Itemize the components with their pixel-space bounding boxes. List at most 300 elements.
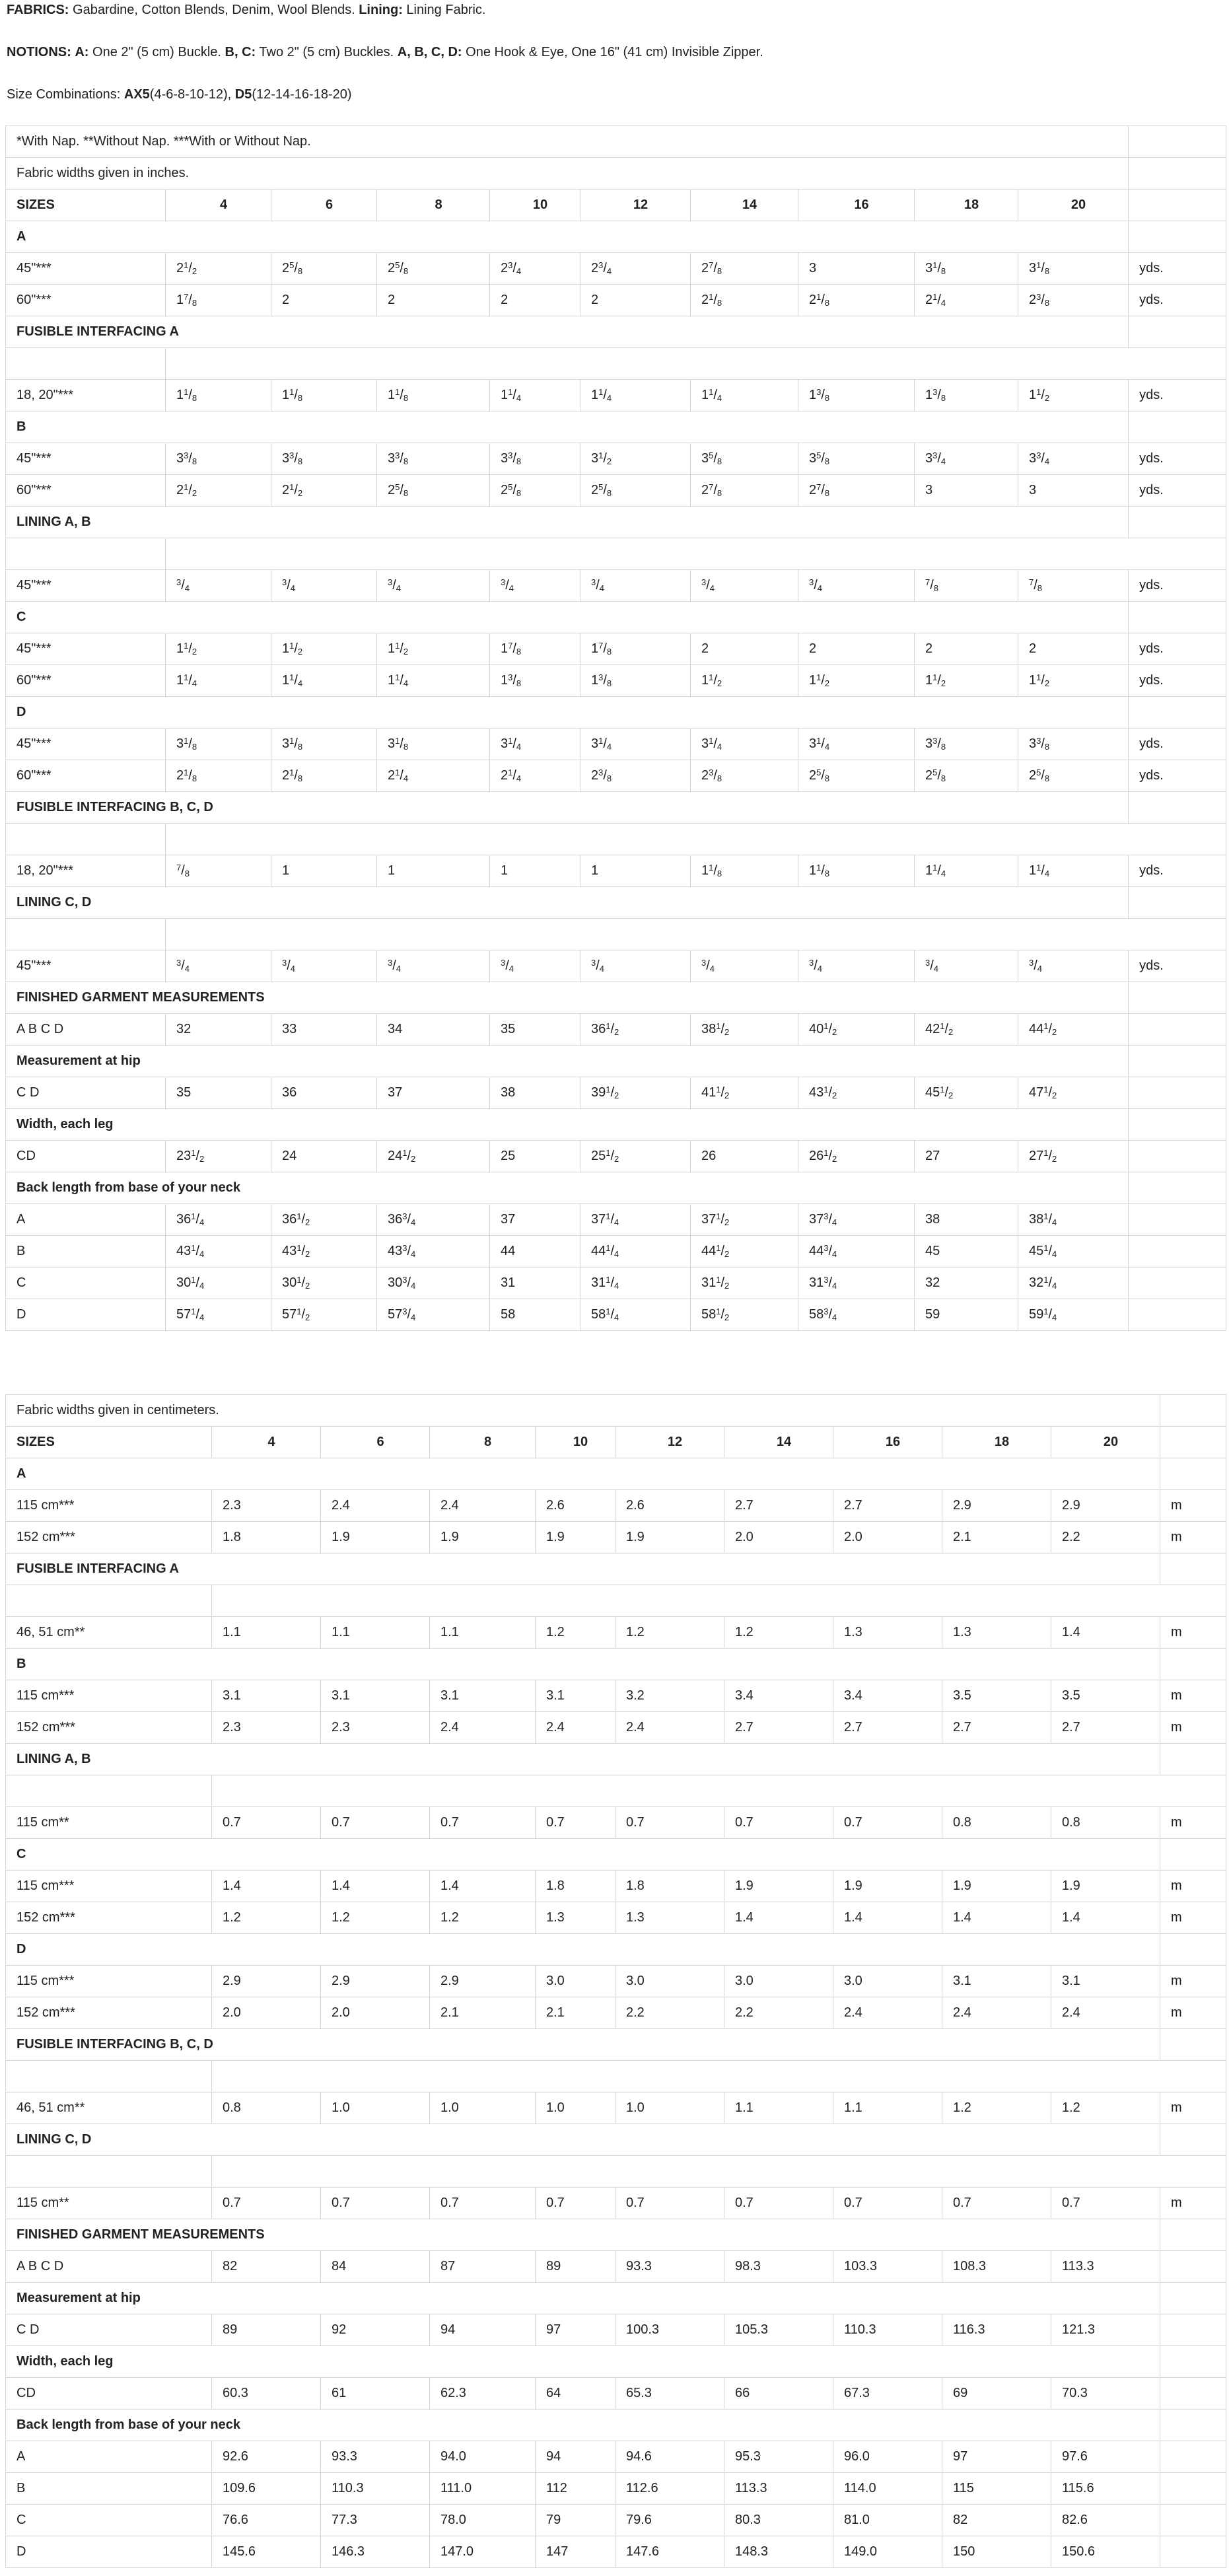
size-combinations-line — [7, 87, 352, 102]
note-row — [6, 1395, 1226, 1427]
blank-cell — [6, 2061, 212, 2093]
yardage-cell: 2 — [798, 633, 915, 665]
blank-cell — [6, 1585, 212, 1617]
fraction-value: $1^1/_8$ — [388, 387, 409, 403]
fraction-value: $3^1/_8$ — [388, 736, 409, 752]
section-title: FUSIBLE INTERFACING B, C, D — [6, 792, 1129, 824]
section-row — [6, 2124, 1226, 2156]
yardage-cell: 148.3 — [724, 2536, 833, 2568]
row-label: 60"*** — [6, 665, 166, 697]
size-header-20: 20 — [1051, 1427, 1160, 1458]
section-title: D — [6, 1934, 1160, 1966]
size-header-14: 14 — [691, 190, 798, 221]
size-header-4: 4 — [166, 190, 271, 221]
data-row — [6, 1966, 1226, 1997]
section-title: Measurement at hip — [6, 1046, 1129, 1077]
fraction-value: $2^1/_8$ — [809, 292, 830, 308]
unit-spacer — [1129, 158, 1226, 190]
unit-label: yds. — [1129, 729, 1226, 760]
yardage-cell: 3.0 — [724, 1966, 833, 1997]
fabrics-line — [7, 3, 485, 18]
fraction-value: $3^3/_8$ — [1029, 736, 1050, 752]
fraction-value: $1^1/_4$ — [388, 672, 409, 688]
yardage-cell — [915, 1077, 1018, 1109]
yardage-cell: 1.4 — [1051, 1902, 1160, 1934]
row-label: 115 cm*** — [6, 1871, 212, 1902]
section-title: Back length from base of your neck — [6, 1172, 1129, 1204]
unit-spacer — [1160, 1427, 1226, 1458]
unit-label — [1160, 2473, 1226, 2505]
section-title: Measurement at hip — [6, 2283, 1160, 2314]
section-row — [6, 1839, 1226, 1871]
section-row — [6, 1109, 1226, 1141]
fraction-value: $3^3/_4$ — [1029, 450, 1050, 466]
fraction-value: $1^1/_2$ — [176, 641, 197, 657]
fraction-value: $1^1/_2$ — [282, 641, 303, 657]
row-label: 152 cm*** — [6, 1902, 212, 1934]
yardage-cell — [915, 380, 1018, 411]
notions-bc-label: B, C: — [225, 45, 256, 59]
yardage-cell — [490, 633, 580, 665]
yardage-cell: 2 — [490, 285, 580, 316]
blank-cell — [6, 538, 166, 570]
fraction-value: $2^1/_2$ — [176, 482, 197, 498]
unit-label — [1129, 1268, 1226, 1299]
yardage-cell: 1 — [271, 855, 377, 887]
yardage-cell: 1.3 — [942, 1617, 1051, 1649]
yardage-cell: 1.9 — [615, 1522, 724, 1554]
row-label: D — [6, 1299, 166, 1331]
yardage-cell — [798, 1077, 915, 1109]
blank-cell — [6, 919, 166, 950]
data-row — [6, 1997, 1226, 2029]
size-header-12: 12 — [615, 1427, 724, 1458]
section-title: B — [6, 411, 1129, 443]
yardage-cell — [798, 950, 915, 982]
blank-row — [6, 2156, 1226, 2188]
data-row — [6, 2093, 1226, 2124]
yardage-cell: 1.0 — [536, 2093, 615, 2124]
yardage-cell: 0.7 — [724, 1807, 833, 1839]
unit-label — [1160, 2378, 1226, 2410]
yardage-cell — [798, 665, 915, 697]
unit-label: yds. — [1129, 380, 1226, 411]
blank-cell — [166, 538, 1226, 570]
yardage-cell — [166, 570, 271, 602]
yardage-cell: 2.2 — [724, 1997, 833, 2029]
fraction-value: $32^1/_4$ — [1029, 1275, 1057, 1291]
yardage-cell: 67.3 — [833, 2378, 942, 2410]
yardage-cell: 1.2 — [321, 1902, 430, 1934]
fraction-value: $2^3/_8$ — [1029, 292, 1050, 308]
yardage-cell — [166, 760, 271, 792]
yardage-cell: 1.2 — [430, 1902, 536, 1934]
yardage-cell — [271, 1268, 377, 1299]
yardage-cell — [691, 570, 798, 602]
unit-label: yds. — [1129, 443, 1226, 475]
yardage-cell: 1.9 — [942, 1871, 1051, 1902]
yardage-cell: 0.7 — [615, 2188, 724, 2219]
fraction-value: $1^1/_8$ — [282, 387, 303, 403]
fraction-value: $3^3/_8$ — [176, 450, 197, 466]
fraction-value: $1^1/_4$ — [501, 387, 522, 403]
yardage-cell: 149.0 — [833, 2536, 942, 2568]
yardage-cell: 2.0 — [321, 1997, 430, 2029]
unit-label: m — [1160, 1522, 1226, 1554]
yardage-cell — [377, 570, 490, 602]
fraction-value: $3^3/_8$ — [282, 450, 303, 466]
yardage-cell: 2.7 — [724, 1490, 833, 1522]
data-row — [6, 1902, 1226, 1934]
yardage-cell: 0.7 — [1051, 2188, 1160, 2219]
fraction-value: $1^1/_2$ — [925, 672, 946, 688]
yardage-cell: 2.9 — [430, 1966, 536, 1997]
fraction-value: $25^1/_2$ — [591, 1148, 619, 1164]
yardage-cell — [691, 760, 798, 792]
section-row — [6, 1649, 1226, 1680]
blank-cell — [212, 1585, 1226, 1617]
unit-spacer — [1129, 126, 1226, 158]
blank-cell — [212, 1775, 1226, 1807]
yardage-cell — [166, 665, 271, 697]
section-row — [6, 221, 1226, 253]
yardage-cell — [691, 665, 798, 697]
yardage-cell: 76.6 — [212, 2505, 321, 2536]
row-label: 45"*** — [6, 443, 166, 475]
yardage-cell — [271, 633, 377, 665]
yardage-cell: 2.9 — [321, 1966, 430, 1997]
yardage-cell — [377, 380, 490, 411]
yardage-cell: 1.1 — [212, 1617, 321, 1649]
yardage-cell — [490, 253, 580, 285]
yardage-cell: 2.1 — [942, 1522, 1051, 1554]
blank-cell — [6, 824, 166, 855]
yardage-cell — [580, 1141, 691, 1172]
yardage-cell: 82.6 — [1051, 2505, 1160, 2536]
fraction-value: $2^1/_4$ — [501, 768, 522, 783]
blank-row — [6, 538, 1226, 570]
row-label: A — [6, 1204, 166, 1236]
section-row — [6, 887, 1226, 919]
row-label: 115 cm*** — [6, 1680, 212, 1712]
yardage-cell — [691, 443, 798, 475]
section-title: Width, each leg — [6, 2346, 1160, 2378]
yardage-cell — [166, 855, 271, 887]
unit-label: yds. — [1129, 253, 1226, 285]
section-row — [6, 2219, 1226, 2251]
yardage-cell: 94.0 — [430, 2441, 536, 2473]
unit-spacer — [1129, 1046, 1226, 1077]
unit-label: yds. — [1129, 760, 1226, 792]
yardage-cell — [166, 1236, 271, 1268]
section-title: LINING A, B — [6, 1744, 1160, 1775]
data-row — [6, 1299, 1226, 1331]
data-row — [6, 2473, 1226, 2505]
fraction-value: $3^5/_8$ — [809, 450, 830, 466]
yardage-cell: 69 — [942, 2378, 1051, 2410]
fraction-value: $2^3/_8$ — [591, 768, 612, 783]
yardage-cell: 37 — [490, 1204, 580, 1236]
unit-spacer — [1129, 982, 1226, 1014]
yardage-cell: 45 — [915, 1236, 1018, 1268]
yardage-cell: 0.7 — [212, 2188, 321, 2219]
yardage-cell — [1018, 729, 1129, 760]
unit-spacer — [1129, 1109, 1226, 1141]
fraction-value: $2^1/_8$ — [282, 768, 303, 783]
yardage-cell: 110.3 — [833, 2314, 942, 2346]
sizes-header-row — [6, 190, 1226, 221]
section-title: D — [6, 697, 1129, 729]
row-label: C — [6, 2505, 212, 2536]
yardage-cell: 3.4 — [833, 1680, 942, 1712]
yardage-cell: 2.4 — [1051, 1997, 1160, 2029]
yardage-cell: 2.4 — [615, 1712, 724, 1744]
yardage-cell: 27 — [915, 1141, 1018, 1172]
yardage-cell — [377, 475, 490, 507]
yardage-cell: 1.4 — [1051, 1617, 1160, 1649]
row-label: 45"*** — [6, 633, 166, 665]
note-text: *With Nap. **Without Nap. ***With or Without Nap. — [6, 126, 1129, 158]
blank-cell — [166, 824, 1226, 855]
unit-label — [1129, 1299, 1226, 1331]
unit-spacer — [1129, 221, 1226, 253]
fraction-value: $36^1/_2$ — [282, 1211, 310, 1227]
section-title: A — [6, 1458, 1160, 1490]
yardage-cell: 2 — [691, 633, 798, 665]
fraction-value: $1^1/_4$ — [176, 672, 197, 688]
row-label: 115 cm** — [6, 1807, 212, 1839]
fraction-value: $27^1/_2$ — [1029, 1148, 1057, 1164]
yardage-cell — [691, 475, 798, 507]
yardage-cell: 2.4 — [942, 1997, 1051, 2029]
yardage-cell — [271, 665, 377, 697]
section-title: FINISHED GARMENT MEASUREMENTS — [6, 2219, 1160, 2251]
yardage-cell: 1.8 — [536, 1871, 615, 1902]
fraction-value: $2^5/_8$ — [501, 482, 522, 498]
unit-spacer — [1129, 602, 1226, 633]
section-title: C — [6, 1839, 1160, 1871]
section-title: C — [6, 602, 1129, 633]
fraction-value: $3^1/_4$ — [701, 736, 722, 752]
yardage-cell: 115 — [942, 2473, 1051, 2505]
yardage-cell: 1.8 — [212, 1522, 321, 1554]
yardage-cell — [691, 380, 798, 411]
yardage-cell: 93.3 — [615, 2251, 724, 2283]
fraction-value: $1^1/_2$ — [809, 672, 830, 688]
fraction-value: $37^1/_2$ — [701, 1211, 730, 1227]
yardage-cell: 1.4 — [942, 1902, 1051, 1934]
yardage-cell: 113.3 — [724, 2473, 833, 2505]
data-row — [6, 2251, 1226, 2283]
fraction-value: $36^1/_4$ — [176, 1211, 205, 1227]
yardage-cell: 2.9 — [1051, 1490, 1160, 1522]
yardage-cell: 59 — [915, 1299, 1018, 1331]
yardage-cell: 38 — [915, 1204, 1018, 1236]
unit-label: yds. — [1129, 570, 1226, 602]
fraction-value: $^7/_8$ — [176, 863, 190, 878]
yardage-cell — [798, 855, 915, 887]
section-row — [6, 697, 1226, 729]
yardage-cell — [1018, 760, 1129, 792]
yardage-cell: 2 — [1018, 633, 1129, 665]
section-row — [6, 2346, 1226, 2378]
fraction-value: $^7/_8$ — [1029, 577, 1043, 593]
fraction-value: $58^3/_4$ — [809, 1306, 837, 1322]
fraction-value: $1^3/_8$ — [809, 387, 830, 403]
yardage-cell — [377, 443, 490, 475]
blank-cell — [6, 2156, 212, 2188]
size-header-10: 10 — [536, 1427, 615, 1458]
yardage-cell: 31 — [490, 1268, 580, 1299]
yardage-cell — [490, 380, 580, 411]
yardage-cell — [691, 855, 798, 887]
lining-text: Lining Fabric. — [406, 3, 486, 17]
yardage-cell: 58 — [490, 1299, 580, 1331]
yardage-cell: 150 — [942, 2536, 1051, 2568]
yardage-cell: 35 — [166, 1077, 271, 1109]
data-row — [6, 380, 1226, 411]
fraction-value: $2^1/_4$ — [388, 768, 409, 783]
yardage-cell: 1.3 — [833, 1617, 942, 1649]
yardage-cell: 0.7 — [430, 1807, 536, 1839]
blank-row — [6, 2061, 1226, 2093]
row-label: 152 cm*** — [6, 1712, 212, 1744]
note-row — [6, 126, 1226, 158]
yardage-cell: 3.5 — [942, 1680, 1051, 1712]
fraction-value: $2^1/_2$ — [176, 260, 197, 276]
yardage-cell — [377, 1299, 490, 1331]
unit-label — [1129, 1141, 1226, 1172]
yardage-cell: 2.7 — [833, 1490, 942, 1522]
fraction-value: $1^1/_2$ — [1029, 387, 1050, 403]
yardage-cell: 24 — [271, 1141, 377, 1172]
fraction-value: $47^1/_2$ — [1029, 1085, 1057, 1100]
row-label: 46, 51 cm** — [6, 2093, 212, 2124]
fraction-value: $2^7/_8$ — [809, 482, 830, 498]
unit-label: m — [1160, 1997, 1226, 2029]
row-label: B — [6, 1236, 166, 1268]
data-row — [6, 855, 1226, 887]
fraction-value: $37^1/_4$ — [591, 1211, 619, 1227]
unit-label — [1160, 2441, 1226, 2473]
data-row — [6, 1490, 1226, 1522]
fraction-value: $3^3/_8$ — [388, 450, 409, 466]
size-header-6: 6 — [321, 1427, 430, 1458]
yardage-cell: 2.3 — [321, 1712, 430, 1744]
yardage-cell — [915, 1014, 1018, 1046]
yardage-cell — [798, 1204, 915, 1236]
fraction-value: $2^5/_8$ — [282, 260, 303, 276]
fraction-value: $57^1/_4$ — [176, 1306, 205, 1322]
fraction-value: $1^1/_4$ — [591, 387, 612, 403]
row-label: A — [6, 2441, 212, 2473]
yardage-cell: 1 — [377, 855, 490, 887]
fraction-value: $3^1/_8$ — [925, 260, 946, 276]
yardage-cell — [377, 1141, 490, 1172]
fraction-value: $24^1/_2$ — [388, 1148, 416, 1164]
yardage-cell: 109.6 — [212, 2473, 321, 2505]
yardage-cell: 97.6 — [1051, 2441, 1160, 2473]
yardage-cell: 1.4 — [212, 1871, 321, 1902]
yardage-cell: 2.2 — [615, 1997, 724, 2029]
yardage-cell — [691, 1204, 798, 1236]
data-row — [6, 1712, 1226, 1744]
fraction-value: $38^1/_4$ — [1029, 1211, 1057, 1227]
combo2-code: D5 — [234, 87, 252, 102]
yardage-cell: 2 — [271, 285, 377, 316]
yardage-cell — [271, 1299, 377, 1331]
yardage-cell: 1.4 — [321, 1871, 430, 1902]
fraction-value: $1^1/_2$ — [1029, 672, 1050, 688]
data-row — [6, 1014, 1226, 1046]
yardage-cell — [915, 950, 1018, 982]
unit-label: yds. — [1129, 665, 1226, 697]
yardage-cell — [580, 570, 691, 602]
yardage-cell — [580, 380, 691, 411]
fraction-value: $30^3/_4$ — [388, 1275, 416, 1291]
unit-label: m — [1160, 1807, 1226, 1839]
unit-label — [1160, 2505, 1226, 2536]
fraction-value: $^3/_4$ — [701, 958, 715, 974]
size-header-14: 14 — [724, 1427, 833, 1458]
fraction-value: $2^1/_8$ — [176, 768, 197, 783]
yardage-cell: 1.9 — [321, 1522, 430, 1554]
yardage-cell — [1018, 665, 1129, 697]
yardage-cell — [490, 475, 580, 507]
data-row — [6, 2188, 1226, 2219]
yardage-cell — [377, 1268, 490, 1299]
yardage-cell: 80.3 — [724, 2505, 833, 2536]
section-row — [6, 2283, 1226, 2314]
blank-cell — [212, 2061, 1226, 2093]
yardage-cell: 79.6 — [615, 2505, 724, 2536]
fraction-value: $59^1/_4$ — [1029, 1306, 1057, 1322]
section-row — [6, 1458, 1226, 1490]
fraction-value: $44^1/_2$ — [1029, 1021, 1057, 1037]
fraction-value: $3^1/_8$ — [282, 736, 303, 752]
section-row — [6, 1744, 1226, 1775]
yardage-cell — [166, 1141, 271, 1172]
yardage-cell: 2.7 — [724, 1712, 833, 1744]
fraction-value: $40^1/_2$ — [809, 1021, 837, 1037]
yardage-cell: 1.3 — [536, 1902, 615, 1934]
data-row — [6, 1807, 1226, 1839]
yardage-cell: 2.7 — [1051, 1712, 1160, 1744]
unit-spacer — [1160, 1839, 1226, 1871]
yardage-cell — [580, 729, 691, 760]
fraction-value: $1^1/_8$ — [701, 863, 722, 878]
yardage-cell: 0.7 — [833, 1807, 942, 1839]
fraction-value: $1^1/_2$ — [388, 641, 409, 657]
yardage-cell — [798, 1268, 915, 1299]
fraction-value: $3^3/_4$ — [925, 450, 946, 466]
yardage-cell — [915, 665, 1018, 697]
yardage-cell: 3 — [798, 253, 915, 285]
data-row — [6, 2314, 1226, 2346]
size-header-16: 16 — [833, 1427, 942, 1458]
fraction-value: $39^1/_2$ — [591, 1085, 619, 1100]
yardage-cell: 70.3 — [1051, 2378, 1160, 2410]
yardage-cell: 1.9 — [833, 1871, 942, 1902]
section-row — [6, 1934, 1226, 1966]
fraction-value: $^3/_4$ — [176, 577, 190, 593]
size-header-12: 12 — [580, 190, 691, 221]
yardage-cell — [377, 760, 490, 792]
blank-cell — [166, 348, 1226, 380]
yardage-cell: 62.3 — [430, 2378, 536, 2410]
fabrics-text: Gabardine, Cotton Blends, Denim, Wool Blends. — [73, 3, 355, 17]
yardage-cell: 2.3 — [212, 1490, 321, 1522]
